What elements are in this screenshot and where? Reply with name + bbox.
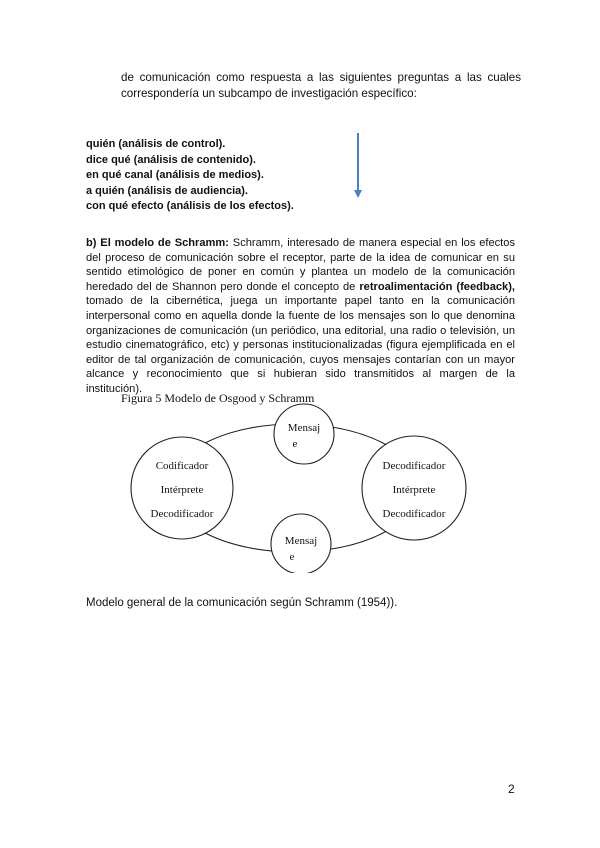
down-arrow-icon [354,190,362,198]
questions-list [86,137,294,215]
question-item: quién (análisis de control). [86,138,226,150]
left-node-label-3: Decodificador [150,508,214,520]
bottom-message-label-2: e [289,551,295,563]
question-item: con qué efecto (análisis de los efectos). [86,200,294,212]
intro-line-1: de comunicación como respuesta a las siguientes preguntas a las cuales [121,71,521,84]
right-node-label-3: Decodificador [382,508,446,520]
question-item: a quién (análisis de audiencia). [86,184,248,197]
schramm-diagram [118,403,470,573]
paragraph-text-end: tomado de la cibernética, juega un importante papel tanto en la comunicación interpersonal como en aquella donde la fuente de los mensajes son lo que denomina organizaciones de comunicación (un periódico, una editorial, una radio o televisión, un estudio cinematográfico, etc) y personas institucionalizadas (figura ejemplificada en el editor de tal organización de comunicación, cuyos mensajes contarían con un mayor alcance y reconocimiento que si hubieran sido transmitidos al margen de la institución). [86,295,515,395]
top-message-circle [274,404,334,464]
vertical-arrow-line [357,133,359,195]
left-node-label-2: Intérprete [160,484,204,496]
figure-title: Figura 5 Modelo de Osgood y Schramm [121,391,315,405]
question-item: en qué canal (análisis de medios). [86,169,264,181]
schramm-paragraph [86,236,515,397]
top-message-label-1: Mensaj [287,422,321,434]
right-node-label-1: Decodificador [382,460,446,472]
figure-caption: Modelo general de la comunicación según Schramm (1954)). [86,597,398,609]
right-node-label-2: Intérprete [392,484,436,496]
left-node-label-1: Codificador [155,460,209,472]
feedback-term: retroalimentación (feedback), [359,280,515,293]
top-message-label-2: e [292,438,298,450]
intro-paragraph [121,70,521,102]
intro-line-2: correspondería un subcampo de investigación específico: [121,87,417,100]
question-item: dice qué (análisis de contenido). [86,153,256,166]
bottom-message-label-1: Mensaj [284,535,318,547]
paragraph-text-start: Schramm, interesado de manera especial en los efectos del proceso de comunicación sobre el receptor, parte de la idea de comunicar en su sentido etimológico de poner en común y plantea un modelo de la comunicación heredado del de Shannon pero donde el concepto de [86,237,515,293]
page-number: 2 [508,782,515,796]
section-heading: b) El modelo de Schramm: [86,237,229,249]
